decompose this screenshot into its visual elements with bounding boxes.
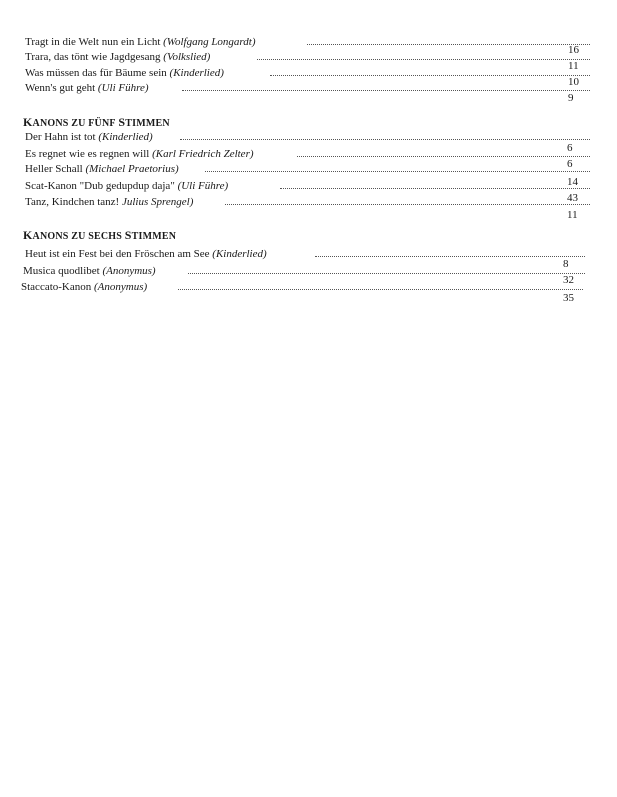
leader-dots: [280, 188, 590, 189]
entry-author: (Anonymus): [94, 281, 148, 293]
entry-title: Wenn's gut geht: [25, 82, 96, 94]
leader-dots: [270, 75, 590, 76]
page-number: 10: [568, 76, 579, 88]
leader-dots: [180, 139, 590, 140]
page-number: 11: [568, 60, 579, 72]
page-number: 8: [563, 258, 569, 270]
leader-dots: [178, 289, 583, 290]
page-number: 32: [563, 274, 574, 286]
entry-author: (Karl Friedrich Zelter): [152, 148, 254, 160]
section-heading: KANONS ZU SECHS STIMMEN: [23, 228, 177, 242]
leader-dots: [182, 90, 590, 91]
entry-title: Der Hahn ist tot: [25, 131, 96, 143]
entry-author: (Wolfgang Longardt): [163, 36, 256, 48]
entry-author: Julius Sprengel): [121, 196, 194, 208]
leader-dots: [225, 204, 590, 205]
entry-author: (Uli Führe): [177, 180, 229, 192]
leader-dots: [188, 273, 585, 274]
page-number: 6: [567, 158, 573, 170]
entry-title: Staccato-Kanon: [21, 281, 92, 293]
entry-title: Es regnet wie es regnen will: [25, 148, 150, 160]
entry-author: (Kinderlied): [169, 67, 224, 79]
entry-title: Was müssen das für Bäume sein: [25, 67, 167, 79]
entry-author: (Uli Führe): [97, 82, 149, 94]
entry-author: (Kinderlied): [98, 131, 153, 143]
entry-title: Trara, das tönt wie Jagdgesang: [25, 51, 161, 63]
entry-author: (Michael Praetorius): [85, 163, 179, 175]
entry-author: (Volkslied): [163, 51, 211, 63]
entry-title: Heller Schall: [25, 163, 83, 175]
page-number: 14: [567, 176, 578, 188]
leader-dots: [257, 59, 590, 60]
entry-title: Heut ist ein Fest bei den Fröschen am See: [25, 248, 210, 260]
leader-dots: [315, 256, 585, 257]
leader-dots: [307, 44, 590, 45]
entry-title: Tanz, Kindchen tanz!: [25, 196, 120, 208]
section-heading: KANONS ZU FÜNF STIMMEN: [23, 115, 170, 129]
page-number: 43: [567, 192, 578, 204]
leader-dots: [205, 171, 590, 172]
page-number: 35: [563, 292, 574, 304]
page-number: 16: [568, 44, 579, 56]
entry-title: Tragt in die Welt nun ein Licht: [25, 36, 161, 48]
page-number: 9: [568, 92, 574, 104]
entry-title: Musica quodlibet: [23, 265, 100, 277]
leader-dots: [297, 156, 590, 157]
page-number: 11: [567, 209, 578, 221]
page-number: 6: [567, 142, 573, 154]
entry-title: Scat-Kanon "Dub gedupdup daja": [25, 180, 175, 192]
entry-author: (Anonymus): [102, 265, 156, 277]
entry-author: (Kinderlied): [212, 248, 267, 260]
